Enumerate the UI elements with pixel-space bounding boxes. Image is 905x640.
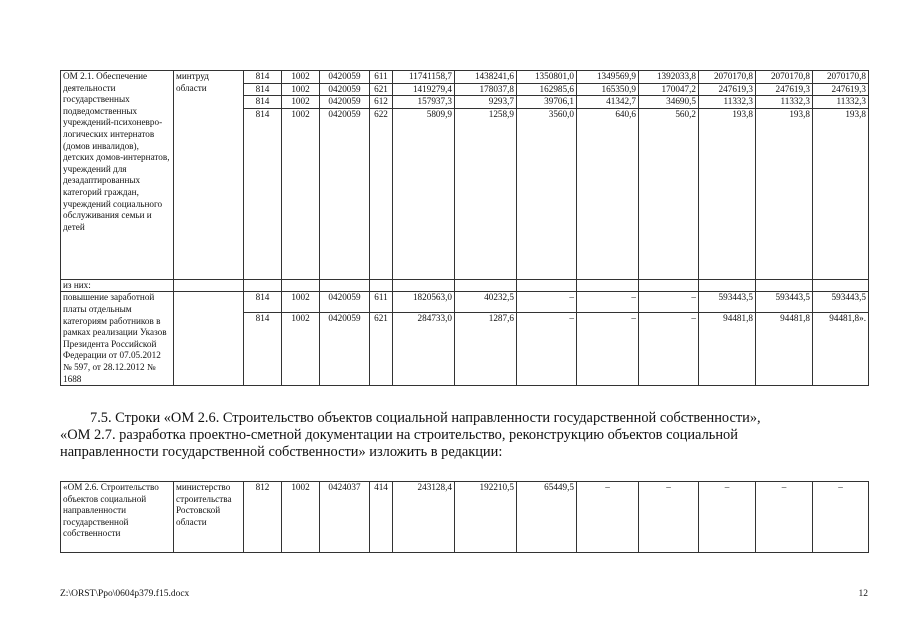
table-cell: 247619,3 [813,83,869,96]
executor-cell: минтруд области [174,71,244,280]
table-cell: 41342,7 [577,96,639,109]
measure-subitem-cell: повышение заработной платы отдельным категориям работников в рамках реализации Указов Президента Российской Федерации от 07.05.2012 № 597, от 28.12.2012 № 1688 [61,292,174,386]
of-which-label: из них: [61,279,174,292]
table-cell: 243128,4 [393,482,455,553]
table-cell: 814 [244,96,282,109]
table-cell: 1419279,4 [393,83,455,96]
footer-file-path: Z:\ORST\Ppo\0604p379.f15.docx [60,589,190,599]
table-cell: 34690,5 [639,96,699,109]
table-cell: 170047,2 [639,83,699,96]
table-cell: 1820563,0 [393,292,455,313]
table-cell: 612 [370,96,393,109]
table-cell: 193,8 [756,108,813,279]
table-cell: 611 [370,71,393,84]
table-cell: 1002 [282,313,320,386]
measure-name-cell: «ОМ 2.6. Строительство объектов социальной направленности государственной собственности [61,482,174,553]
table-cell: – [577,313,639,386]
table-cell: 622 [370,108,393,279]
empty-cell [813,279,869,292]
table-cell: 1002 [282,482,320,553]
table-cell: 162985,6 [517,83,577,96]
table-cell: 640,6 [577,108,639,279]
empty-cell [517,279,577,292]
budget-table-om-2-6 [60,481,869,553]
table-cell: 284733,0 [393,313,455,386]
table-cell: 2070170,8 [756,71,813,84]
executor-cell-empty [174,292,244,386]
table-cell: 814 [244,83,282,96]
table-cell: 1002 [282,292,320,313]
page-number: 12 [858,589,868,599]
table-cell: 593443,5 [699,292,756,313]
table-cell: 247619,3 [756,83,813,96]
table-cell: – [639,313,699,386]
empty-cell [756,279,813,292]
empty-cell [577,279,639,292]
empty-cell [393,279,455,292]
table-cell: 5809,9 [393,108,455,279]
table-cell: 1287,6 [455,313,517,386]
table-cell: 0420059 [320,292,370,313]
table-cell: 11332,3 [756,96,813,109]
empty-cell [699,279,756,292]
empty-cell [455,279,517,292]
table-cell: 814 [244,313,282,386]
table-cell: 814 [244,71,282,84]
empty-cell [639,279,699,292]
table-cell: 611 [370,292,393,313]
empty-cell [320,279,370,292]
table-cell: 193,8 [813,108,869,279]
table-cell: 593443,5 [813,292,869,313]
table-cell: 94481,8 [756,313,813,386]
table-row [61,292,869,313]
table-cell: 414 [370,482,393,553]
table-row [61,482,869,553]
empty-cell [282,279,320,292]
table-cell: – [577,292,639,313]
table-cell: – [756,482,813,553]
empty-cell [244,279,282,292]
table-cell: 157937,3 [393,96,455,109]
table-cell: – [639,292,699,313]
table-cell: 11332,3 [813,96,869,109]
table-cell: 65449,5 [517,482,577,553]
table-cell: 0420059 [320,71,370,84]
measure-name-cell: ОМ 2.1. Обеспечение деятельности государственных подведомственных учреждений-психоневро-логических интернатов (домов инвалидов), детских домов-интернатов, учреждений для дезадаптированных категорий граждан, учреждений социального обслуживания семьи и детей [61,71,174,280]
table-cell: 1438241,6 [455,71,517,84]
table-row [61,71,869,84]
table-cell: – [517,313,577,386]
table-cell: 0424037 [320,482,370,553]
table-cell: 560,2 [639,108,699,279]
table-cell: 0420059 [320,313,370,386]
table-cell: 247619,3 [699,83,756,96]
table-cell: 1002 [282,108,320,279]
table-cell: 2070170,8 [813,71,869,84]
table-cell: 814 [244,292,282,313]
table-cell: 593443,5 [756,292,813,313]
table-cell: 621 [370,313,393,386]
table-cell: – [577,482,639,553]
table-cell: 40232,5 [455,292,517,313]
table-cell: 192210,5 [455,482,517,553]
table-cell: 9293,7 [455,96,517,109]
table-cell: 2070170,8 [699,71,756,84]
budget-table-om-2-1 [60,70,869,386]
table-cell: 193,8 [699,108,756,279]
table-cell: 1002 [282,83,320,96]
paragraph-line-3: направленности государственной собственности» изложить в редакции: [60,444,503,460]
table-cell: 814 [244,108,282,279]
table-cell: 11332,3 [699,96,756,109]
table-cell: 1392033,8 [639,71,699,84]
table-cell: – [517,292,577,313]
table-cell: 94481,8». [813,313,869,386]
table-row [61,279,869,292]
table-cell: – [699,482,756,553]
table-cell: 1350801,0 [517,71,577,84]
table-cell: 1258,9 [455,108,517,279]
table-cell: 621 [370,83,393,96]
table-cell: 3560,0 [517,108,577,279]
table-cell: 0420059 [320,96,370,109]
empty-cell [174,279,244,292]
table-cell: 165350,9 [577,83,639,96]
table-cell: 178037,8 [455,83,517,96]
table-cell: 39706,1 [517,96,577,109]
table-cell: 1002 [282,71,320,84]
paragraph-line-2: «ОМ 2.7. разработка проектно-сметной документации на строительство, реконструкцию объектов социальной [60,427,738,443]
table-cell: 0420059 [320,108,370,279]
table-cell: – [639,482,699,553]
table-cell: 812 [244,482,282,553]
table-cell: 11741158,7 [393,71,455,84]
table-cell: 0420059 [320,83,370,96]
empty-cell [370,279,393,292]
table-cell: 94481,8 [699,313,756,386]
table-cell: 1002 [282,96,320,109]
table-cell: – [813,482,869,553]
executor-cell: министерство строительства Ростовской области [174,482,244,553]
paragraph-line-1: 7.5. Строки «ОМ 2.6. Строительство объектов социальной направленности государственной собственности», [90,410,761,426]
table-cell: 1349569,9 [577,71,639,84]
